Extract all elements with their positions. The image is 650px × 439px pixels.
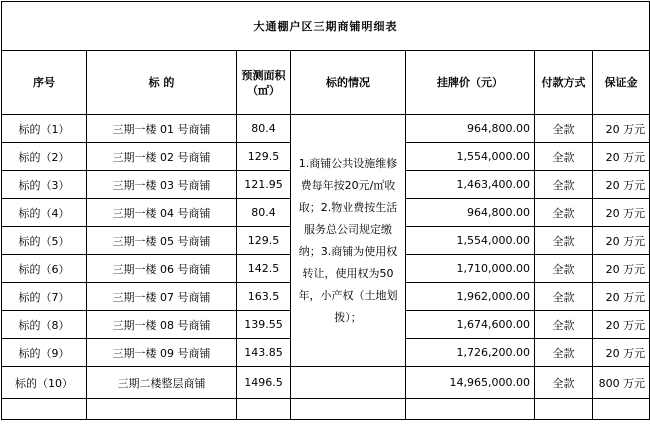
row-area-cell: 129.5 [237,227,291,255]
row-deposit-cell: 20 万元 [593,311,650,339]
row-area-cell: 142.5 [237,255,291,283]
row-payment-cell: 全款 [535,367,593,399]
header-deposit: 保证金 [593,51,650,115]
row-target-cell: 三期一楼 01 号商铺 [87,115,237,143]
row-price-cell: 1,962,000.00 [406,283,535,311]
row-deposit-cell: 20 万元 [593,339,650,367]
row-target-cell: 三期一楼 07 号商铺 [87,283,237,311]
row-deposit-cell: 20 万元 [593,255,650,283]
row-price-cell: 1,674,600.00 [406,311,535,339]
row-no-cell: 标的（5） [2,227,87,255]
row-target-cell: 三期二楼整层商铺 [87,367,237,399]
header-price: 挂牌价（元） [406,51,535,115]
row-payment-cell: 全款 [535,255,593,283]
row-deposit-cell: 20 万元 [593,283,650,311]
row-target-cell: 三期一楼 03 号商铺 [87,171,237,199]
table-row [2,115,650,143]
row-payment-cell: 全款 [535,283,593,311]
row-target-cell: 三期一楼 05 号商铺 [87,227,237,255]
row-price-cell: 1,554,000.00 [406,227,535,255]
row-price-cell: 964,800.00 [406,199,535,227]
row-price-cell: 1,463,400.00 [406,171,535,199]
row-target-cell: 三期一楼 02 号商铺 [87,143,237,171]
row-deposit-cell: 20 万元 [593,199,650,227]
row-area-cell: 139.55 [237,311,291,339]
row-price-cell: 964,800.00 [406,115,535,143]
row-area-cell: 80.4 [237,199,291,227]
row-payment-cell: 全款 [535,143,593,171]
shop-detail-table [1,1,650,420]
row-payment-cell: 全款 [535,115,593,143]
header-payment: 付款方式 [535,51,593,115]
header-row [2,51,650,115]
row-no-cell: 标的（1） [2,115,87,143]
row-deposit-cell: 20 万元 [593,227,650,255]
table-title: 大通棚户区三期商铺明细表 [2,2,650,51]
row-payment-cell: 全款 [535,339,593,367]
row-deposit-cell: 20 万元 [593,115,650,143]
blank-row [2,399,650,420]
row-target-cell: 三期一楼 08 号商铺 [87,311,237,339]
header-area: 预测面积（㎡） [237,51,291,115]
row-payment-cell: 全款 [535,171,593,199]
table-row [2,367,650,399]
row-price-cell: 1,710,000.00 [406,255,535,283]
row-price-cell: 1,554,000.00 [406,143,535,171]
row-target-cell: 三期一楼 09 号商铺 [87,339,237,367]
row-area-cell: 121.95 [237,171,291,199]
row-payment-cell: 全款 [535,199,593,227]
row-deposit-cell: 20 万元 [593,143,650,171]
row-no-cell: 标的（4） [2,199,87,227]
row-target-cell: 三期一楼 06 号商铺 [87,255,237,283]
condition-cell: 1.商铺公共设施维修费每年按20元/㎡收取；2.物业费按生活服务总公司规定缴纳；3.商铺为使用权转让，使用权为50年，小产权（土地划拨）； [291,115,406,367]
condition-empty-cell [291,367,406,399]
row-area-cell: 163.5 [237,283,291,311]
row-no-cell: 标的（6） [2,255,87,283]
row-target-cell: 三期一楼 04 号商铺 [87,199,237,227]
row-price-cell: 14,965,000.00 [406,367,535,399]
row-deposit-cell: 800 万元 [593,367,650,399]
row-no-cell: 标的（8） [2,311,87,339]
row-no-cell: 标的（2） [2,143,87,171]
row-deposit-cell: 20 万元 [593,171,650,199]
row-no-cell: 标的（7） [2,283,87,311]
row-no-cell: 标的（3） [2,171,87,199]
header-target: 标 的 [87,51,237,115]
row-no-cell: 标的（9） [2,339,87,367]
row-area-cell: 1496.5 [237,367,291,399]
row-area-cell: 143.85 [237,339,291,367]
row-no-cell: 标的（10） [2,367,87,399]
row-area-cell: 80.4 [237,115,291,143]
header-condition: 标的情况 [291,51,406,115]
row-payment-cell: 全款 [535,227,593,255]
row-area-cell: 129.5 [237,143,291,171]
row-payment-cell: 全款 [535,311,593,339]
row-price-cell: 1,726,200.00 [406,339,535,367]
header-no: 序号 [2,51,87,115]
